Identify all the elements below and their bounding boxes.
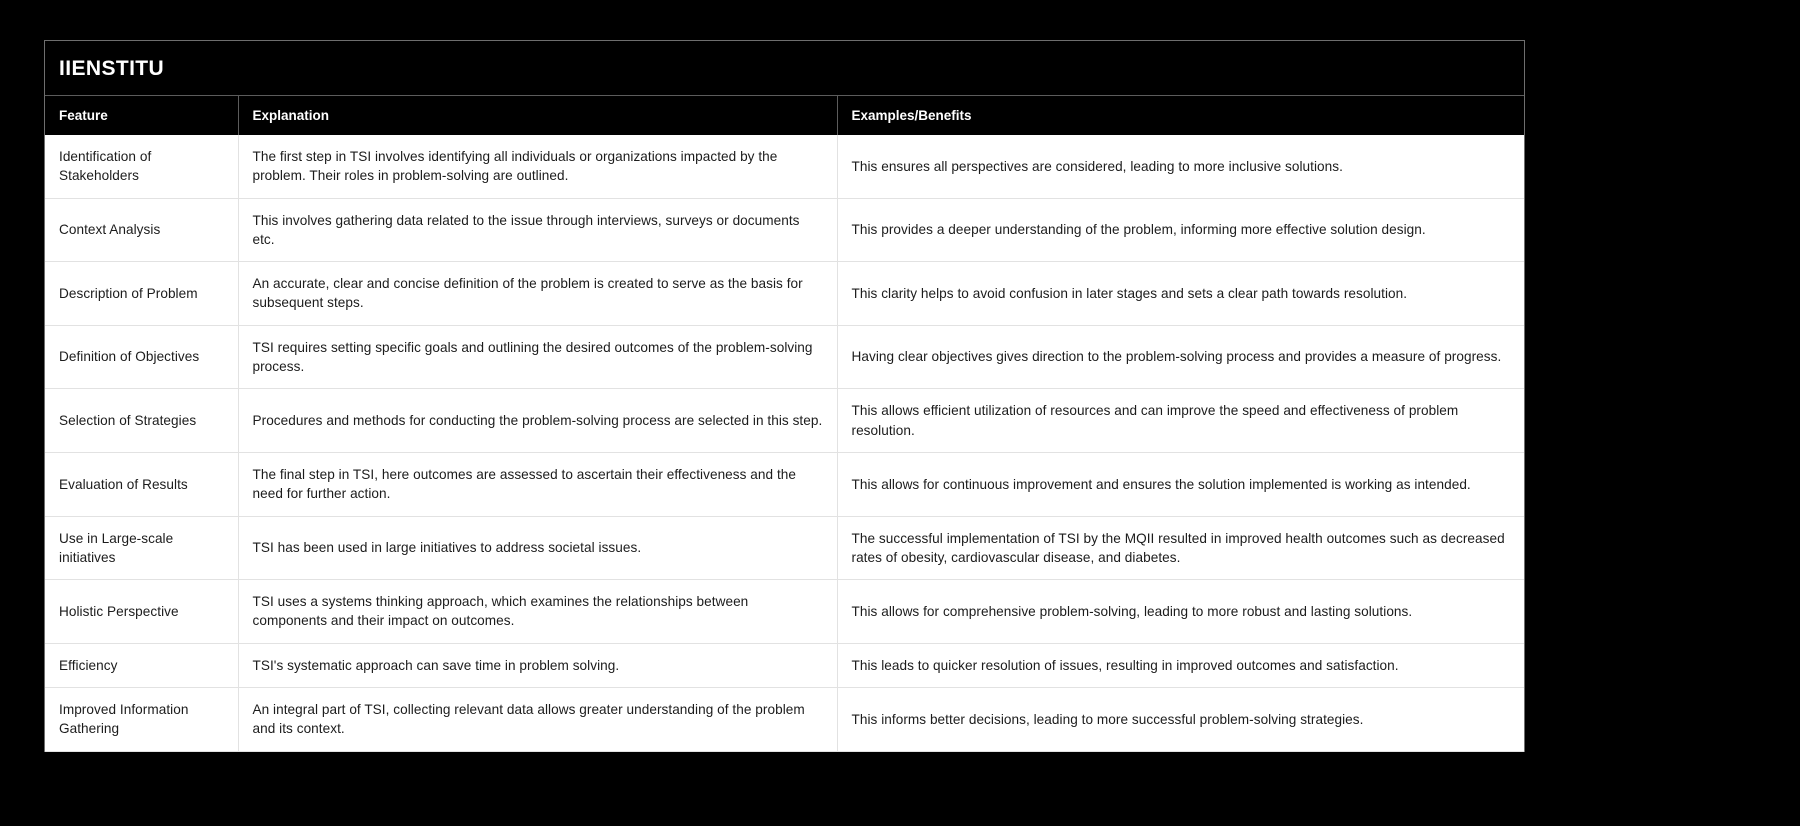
cell-examples: This clarity helps to avoid confusion in later stages and sets a clear path towards resolution.	[837, 262, 1525, 326]
cell-examples: This informs better decisions, leading to more successful problem-solving strategies.	[837, 688, 1525, 752]
cell-examples: This allows for comprehensive problem-solving, leading to more robust and lasting solutions.	[837, 580, 1525, 644]
table-row	[45, 643, 1525, 687]
table-header-row	[45, 96, 1525, 135]
cell-explanation: Procedures and methods for conducting the problem-solving process are selected in this step.	[238, 389, 837, 453]
cell-feature: Context Analysis	[45, 198, 238, 262]
table-row	[45, 198, 1525, 262]
table-row	[45, 516, 1525, 580]
cell-feature: Improved Information Gathering	[45, 688, 238, 752]
cell-examples: This allows efficient utilization of resources and can improve the speed and effectiveness of problem resolution.	[837, 389, 1525, 453]
cell-examples: Having clear objectives gives direction to the problem-solving process and provides a measure of progress.	[837, 325, 1525, 389]
table-row	[45, 262, 1525, 326]
cell-examples: This provides a deeper understanding of the problem, informing more effective solution design.	[837, 198, 1525, 262]
brand-header	[45, 41, 1524, 96]
cell-explanation: TSI uses a systems thinking approach, which examines the relationships between components and their impact on outcomes.	[238, 580, 837, 644]
table-row	[45, 580, 1525, 644]
cell-explanation: TSI's systematic approach can save time in problem solving.	[238, 643, 837, 687]
table-head	[45, 96, 1525, 135]
cell-feature: Selection of Strategies	[45, 389, 238, 453]
table-body	[45, 135, 1525, 751]
cell-feature: Identification of Stakeholders	[45, 135, 238, 198]
cell-feature: Definition of Objectives	[45, 325, 238, 389]
table-row	[45, 389, 1525, 453]
cell-examples: This allows for continuous improvement and ensures the solution implemented is working as intended.	[837, 452, 1525, 516]
cell-explanation: An accurate, clear and concise definition of the problem is created to serve as the basis for subsequent steps.	[238, 262, 837, 326]
column-header-examples: Examples/Benefits	[837, 96, 1525, 135]
table-row	[45, 325, 1525, 389]
column-header-feature: Feature	[45, 96, 238, 135]
cell-feature: Description of Problem	[45, 262, 238, 326]
table-row	[45, 452, 1525, 516]
cell-explanation: This involves gathering data related to the issue through interviews, surveys or documents etc.	[238, 198, 837, 262]
cell-explanation: TSI requires setting specific goals and outlining the desired outcomes of the problem-solving process.	[238, 325, 837, 389]
features-table	[45, 96, 1525, 752]
cell-examples: The successful implementation of TSI by the MQII resulted in improved health outcomes such as decreased rates of obesity, cardiovascular disease, and diabetes.	[837, 516, 1525, 580]
cell-explanation: The first step in TSI involves identifying all individuals or organizations impacted by the problem. Their roles in problem-solving are outlined.	[238, 135, 837, 198]
cell-examples: This ensures all perspectives are considered, leading to more inclusive solutions.	[837, 135, 1525, 198]
cell-explanation: An integral part of TSI, collecting relevant data allows greater understanding of the problem and its context.	[238, 688, 837, 752]
table-row	[45, 135, 1525, 198]
table-row	[45, 688, 1525, 752]
cell-explanation: TSI has been used in large initiatives to address societal issues.	[238, 516, 837, 580]
cell-feature: Holistic Perspective	[45, 580, 238, 644]
table-card	[44, 40, 1525, 752]
cell-explanation: The final step in TSI, here outcomes are assessed to ascertain their effectiveness and the need for further action.	[238, 452, 837, 516]
column-header-explanation: Explanation	[238, 96, 837, 135]
brand-title: IIENSTITU	[59, 56, 165, 80]
cell-examples: This leads to quicker resolution of issues, resulting in improved outcomes and satisfaction.	[837, 643, 1525, 687]
cell-feature: Efficiency	[45, 643, 238, 687]
cell-feature: Use in Large-scale initiatives	[45, 516, 238, 580]
cell-feature: Evaluation of Results	[45, 452, 238, 516]
